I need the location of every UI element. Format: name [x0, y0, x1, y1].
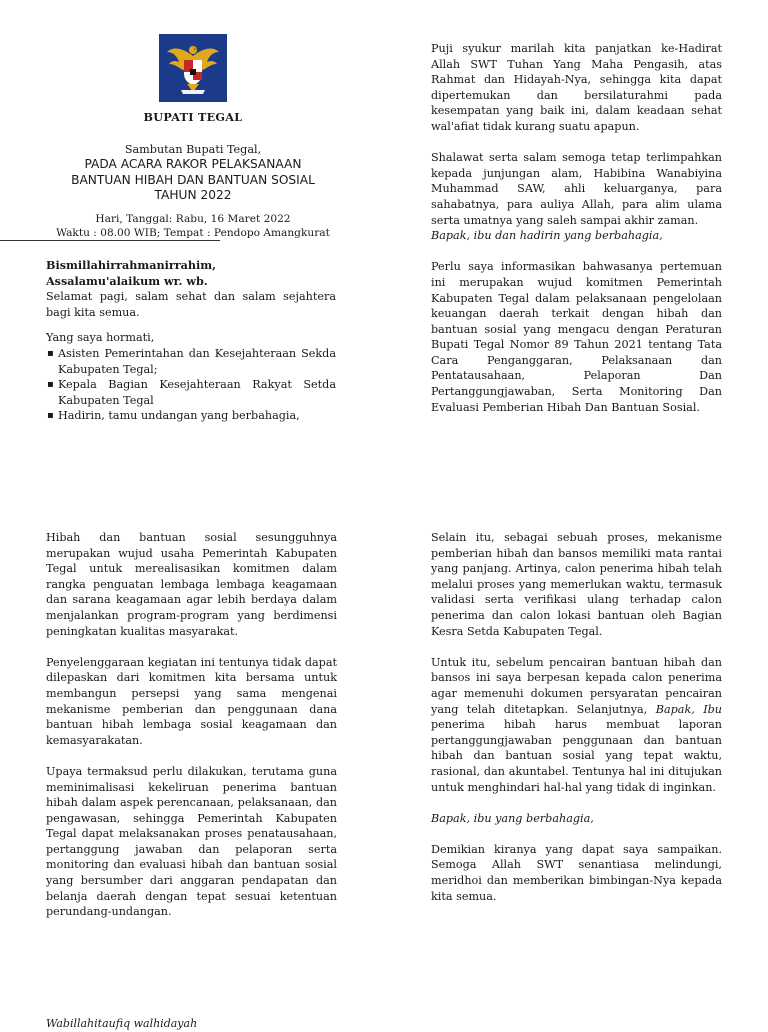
paragraph: Perlu saya informasikan bahwasanya pertemuan ini merupakan wujud komitmen Pemerintah Kabupaten Tegal dalam pelaksanaan pengelolaan keuangan daerah terkait dengan hibah dan bantuan sosial yang mengacu dengan Peraturan Bupati Tegal Nomor 89 Tahun 2021 tentang Tata Cara Penganggaran, Pelaksanaan dan Pentatausahaan, Pelaporan Dan Pertanggungjawaban, Serta Monitoring Dan Evaluasi Pemberian Hibah Dan Bantuan Sosial. — [431, 260, 722, 414]
speech-header — [40, 30, 346, 240]
address-line: Bapak, ibu yang berbahagia, — [431, 811, 594, 825]
paragraph: Hibah dan bantuan sosial sesungguhnya merupakan wujud usaha Pemerintah Kabupaten Tegal untuk merealisasikan komitmen dalam rangka penguatan lembaga lembaga keagamaan dan sarana keagamaan agar lebih berdaya dalam menjalankan program-program yang berdimensi peningkatan kualitas masyarakat. — [46, 531, 337, 638]
regent-title: BUPATI TEGAL — [143, 110, 243, 124]
paragraph: Puji syukur marilah kita panjatkan ke-Hadirat Allah SWT Tuhan Yang Maha Pengasih, atas Rahmat dan Hidayah-Nya, sehingga kita dapat dipertemukan dan bersilaturahmi pada kesempatan yang baik ini, dalam keadaan sehat wal'afiat tidak kurang suatu apapun. — [431, 42, 722, 133]
paragraph-text: Untuk itu, sebelum pencairan bantuan hibah dan bansos ini saya berpesan kepada calon penerima agar memenuhi dokumen persyaratan pencairan yang telah ditetapkan. Selanjutnya, — [431, 655, 722, 716]
paragraph-text: penerima hibah harus membuat laporan pertanggungjawaban penggunaan dan bantuan hibah dan bantuan sosial yang tepat waktu, rasional, dan akuntabel. Tentunya hal ini ditujukan untuk menghindari hal-hal yang tidak di inginkan. — [431, 718, 722, 794]
salam: Assalamu'alaikum wr. wb. — [46, 273, 208, 288]
paragraph-emphasis: Bapak, Ibu — [655, 702, 722, 716]
garuda-emblem-icon — [159, 34, 227, 102]
paragraph: Selain itu, sebagai sebuah proses, mekanisme pemberian hibah dan bansos memiliki mata rantai yang panjang. Artinya, calon penerima hibah telah melalui proses yang memerlukan waktu, termasuk validasi serta verifikasi ulang terhadap calon penerima dan calon lokasi bantuan oleh Bagian Kesra Setda Kabupaten Tegal. — [431, 531, 722, 638]
paragraph: Upaya termaksud perlu dilakukan, terutama guna meminimalisasi kekeliruan penerima bantuan hibah dalam aspek perencanaan, pelaksanaan, dan pengawasan, sehingga Pemerintah Kabupaten Tegal dapat melaksanakan proses penatausahaan, pertanggung jawaban dan pelaporan serta monitoring dan evaluasi hibah dan bantuan sosial yang bersumber dari anggaran pendapatan dan belanja daerah dengan tepat sesuai ketentuan perundang-undangan. — [46, 764, 337, 919]
honorees-list — [46, 346, 336, 424]
address-line: Bapak, ibu dan hadirin yang berbahagia, — [431, 229, 663, 243]
opening-section — [46, 258, 336, 424]
right-bottom-section — [431, 530, 722, 904]
basmalah: Bismillahirrahmanirrahim, — [46, 258, 217, 272]
header-divider — [0, 240, 220, 241]
list-item: ▪ Asisten Pemerintahan dan Kesejahteraan Sekda Kabupaten Tegal; — [46, 346, 336, 377]
left-bottom-section — [46, 530, 337, 920]
speech-of-label: Sambutan Bupati Tegal, — [124, 142, 262, 156]
event-title-line-1: PADA ACARA RAKOR PELAKSANAAN — [84, 157, 302, 172]
paragraph: Penyelenggaraan kegiatan ini tentunya tidak dapat dilepaskan dari komitmen kita bersama untuk membangun persepsi yang sama mengenai mekanisme pemberian dan penggunaan dana bantuan hibah lembaga sosial keagamaan dan kemasyarakatan. — [46, 655, 337, 747]
event-date: Hari, Tanggal: Rabu, 16 Maret 2022 — [95, 212, 291, 225]
event-title-line-3: TAHUN 2022 — [154, 188, 232, 203]
event-title-line-2: BANTUAN HIBAH DAN BANTUAN SOSIAL — [71, 172, 315, 187]
event-time-place: Waktu : 08.00 WIB; Tempat : Pendopo Amangkurat — [56, 226, 330, 239]
list-item: ▪ Kepala Bagian Kesejahteraan Rakyat Setda Kabupaten Tegal — [46, 377, 336, 408]
paragraph: Demikian kiranya yang dapat saya sampaikan. Semoga Allah SWT senantiasa melindungi, meridhoi dan memberikan bimbingan-Nya kepada kita semua. — [431, 842, 722, 903]
sign-off: Wabillahitaufiq walhidayah — [46, 1017, 198, 1030]
paragraph: Shalawat serta salam semoga tetap terlimpahkan kepada junjungan alam, Habibina Wanabiyina Muhammad SAW, ahli keluarganya, para sahabatnya, para auliya Allah, para alim ulama serta umatnya yang saleh sampai akhir zaman. — [431, 151, 722, 227]
praise-section — [431, 41, 722, 415]
paragraph — [431, 655, 722, 795]
list-item: ▪ Hadirin, tamu undangan yang berbahagia, — [46, 408, 336, 424]
greeting: Selamat pagi, salam sehat dan salam sejahtera bagi kita semua. — [46, 290, 336, 319]
honored-label: Yang saya hormati, — [46, 331, 155, 345]
